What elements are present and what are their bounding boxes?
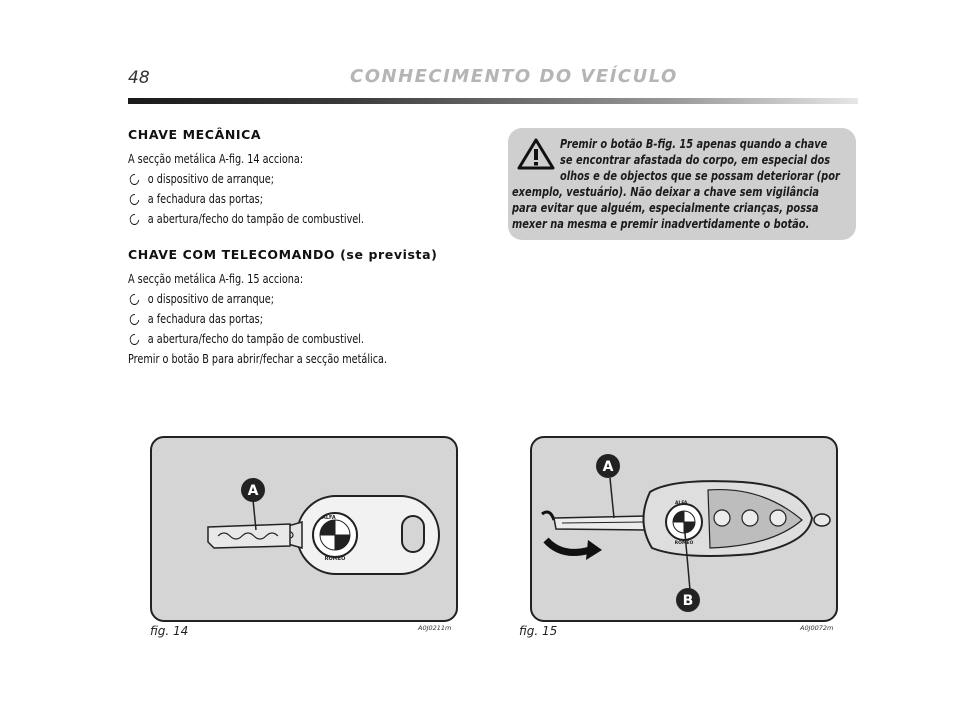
badge-text: ALFA	[675, 501, 688, 506]
bullet-icon	[128, 171, 141, 186]
badge-text: ALFA	[322, 515, 336, 521]
figure-15-frame	[530, 436, 838, 622]
figure-code: A0J0211m	[418, 624, 452, 632]
header-divider	[128, 98, 858, 104]
bullet-icon	[128, 331, 141, 346]
bullet-icon	[128, 211, 141, 226]
figure-code: A0J0072m	[800, 624, 834, 632]
warning-triangle-icon	[517, 138, 555, 170]
warning-box	[508, 128, 856, 240]
warning-line: exemplo, vestuário). Não deixar a chave sem vigilância	[512, 185, 819, 199]
callout-b: B	[682, 593, 694, 609]
section-intro: A secção metálica A-fig. 14 acciona:	[128, 151, 304, 166]
section-closing: Premir o botão B para abrir/fechar a secção metálica.	[128, 351, 388, 366]
figure-caption: fig. 15	[519, 624, 558, 638]
remote-key-illustration	[532, 438, 836, 620]
list-item: a fechadura das portas;	[128, 189, 263, 209]
badge-text: ROMEO	[324, 556, 346, 562]
callout-a: A	[602, 459, 614, 475]
bullet-icon	[128, 191, 141, 206]
section-intro: A secção metálica A-fig. 15 acciona:	[128, 271, 304, 286]
list-item: a fechadura das portas;	[128, 309, 263, 329]
figure-14-frame	[150, 436, 458, 622]
warning-line: se encontrar afastada do corpo, em especial dos	[560, 153, 831, 167]
bullet-icon	[128, 291, 141, 306]
mechanical-key-illustration	[152, 438, 456, 620]
warning-line: Premir o botão B-fig. 15 apenas quando a chave	[560, 137, 828, 151]
warning-line: olhos e de objectos que se possam deteriorar (por	[560, 169, 840, 183]
list-item: o dispositivo de arranque;	[128, 289, 274, 309]
badge-text: ROMEO	[674, 541, 694, 546]
page-number: 48	[128, 68, 150, 88]
warning-line: para evitar que alguém, especialmente crianças, possa	[512, 201, 819, 215]
list-item: a abertura/fecho do tampão de combustivel.	[128, 209, 364, 229]
list-item: a abertura/fecho do tampão de combustivel.	[128, 329, 364, 349]
page-header-title: CONHECIMENTO DO VEÍCULO	[350, 66, 678, 87]
warning-line: mexer na mesma e premir inadvertidamente o botão.	[512, 217, 810, 231]
figure-caption: fig. 14	[150, 624, 189, 638]
callout-a: A	[247, 483, 259, 499]
section-heading-remote-key: CHAVE COM TELECOMANDO (se prevista)	[128, 247, 438, 262]
list-item: o dispositivo de arranque;	[128, 169, 274, 189]
section-heading-mechanical-key: CHAVE MECÂNICA	[128, 127, 262, 142]
bullet-icon	[128, 311, 141, 326]
